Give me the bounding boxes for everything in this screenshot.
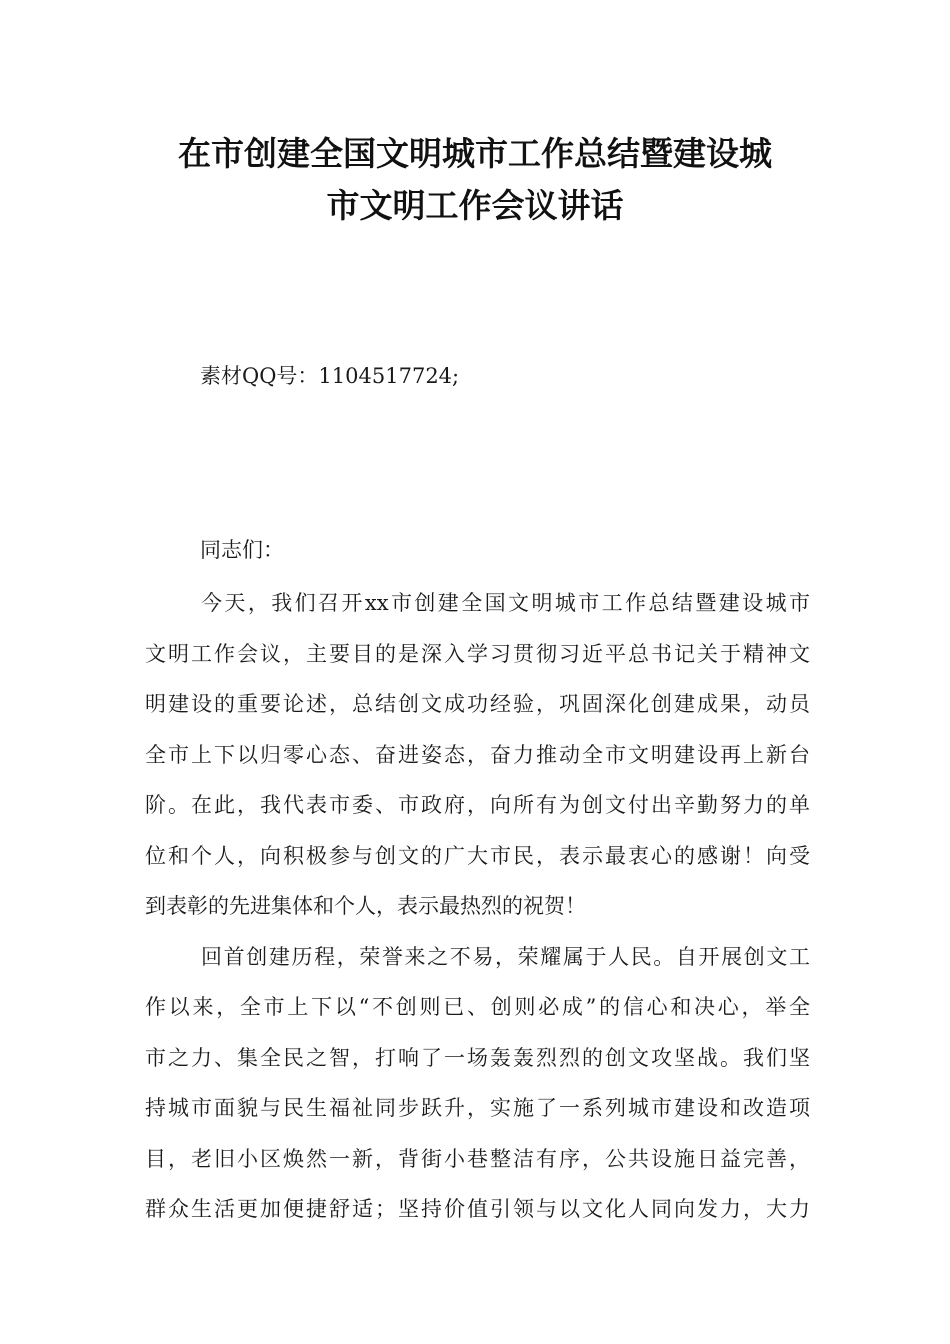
paragraph-line: 作以来，全市上下以“不创则已、创则必成”的信心和决心，举全: [145, 995, 810, 1019]
material-qq-line: 素材QQ号：1104517724;: [200, 364, 460, 388]
document-title: [120, 128, 830, 232]
title-line-2: 市文明工作会议讲话: [326, 186, 624, 225]
paragraph-line: 目，老旧小区焕然一新，背街小巷整洁有序，公共设施日益完善，: [145, 1146, 810, 1171]
paragraph-line: 市之力、集全民之智，打响了一场轰轰烈烈的创文攻坚战。我们坚: [145, 1045, 810, 1070]
title-line-1: 在市创建全国文明城市工作总结暨建设城: [178, 134, 772, 173]
salutation: 同志们：: [200, 538, 284, 562]
paragraph-2: [145, 932, 810, 1235]
paragraph-line: 持城市面貌与民生福祉同步跃升，实施了一系列城市建设和改造项: [145, 1096, 810, 1120]
paragraph-line: 回首创建历程，荣誉来之不易，荣耀属于人民。自开展创文工: [201, 944, 810, 969]
paragraph-line: 群众生活更加便捷舒适；坚持价值引领与以文化人同向发力，大力: [145, 1197, 810, 1221]
paragraph-line: 文明工作会议，主要目的是深入学习贯彻习近平总书记关于精神文: [145, 641, 810, 666]
paragraph-line: 今天，我们召开xx市创建全国文明城市工作总结暨建设城市: [201, 591, 810, 615]
speech-body: [145, 578, 810, 1235]
paragraph-line: 位和个人，向积极参与创文的广大市民，表示最衷心的感谢！向受: [145, 843, 810, 868]
paragraph-line: 全市上下以归零心态、奋进姿态，奋力推动全市文明建设再上新台: [145, 742, 810, 767]
paragraph-1: [145, 578, 810, 932]
paragraph-line: 阶。在此，我代表市委、市政府，向所有为创文付出辛勤努力的单: [145, 793, 810, 817]
paragraph-line: 明建设的重要论述，总结创文成功经验，巩固深化创建成果，动员: [145, 692, 810, 716]
paragraph-line: 到表彰的先进集体和个人，表示最热烈的祝贺！: [145, 894, 586, 918]
